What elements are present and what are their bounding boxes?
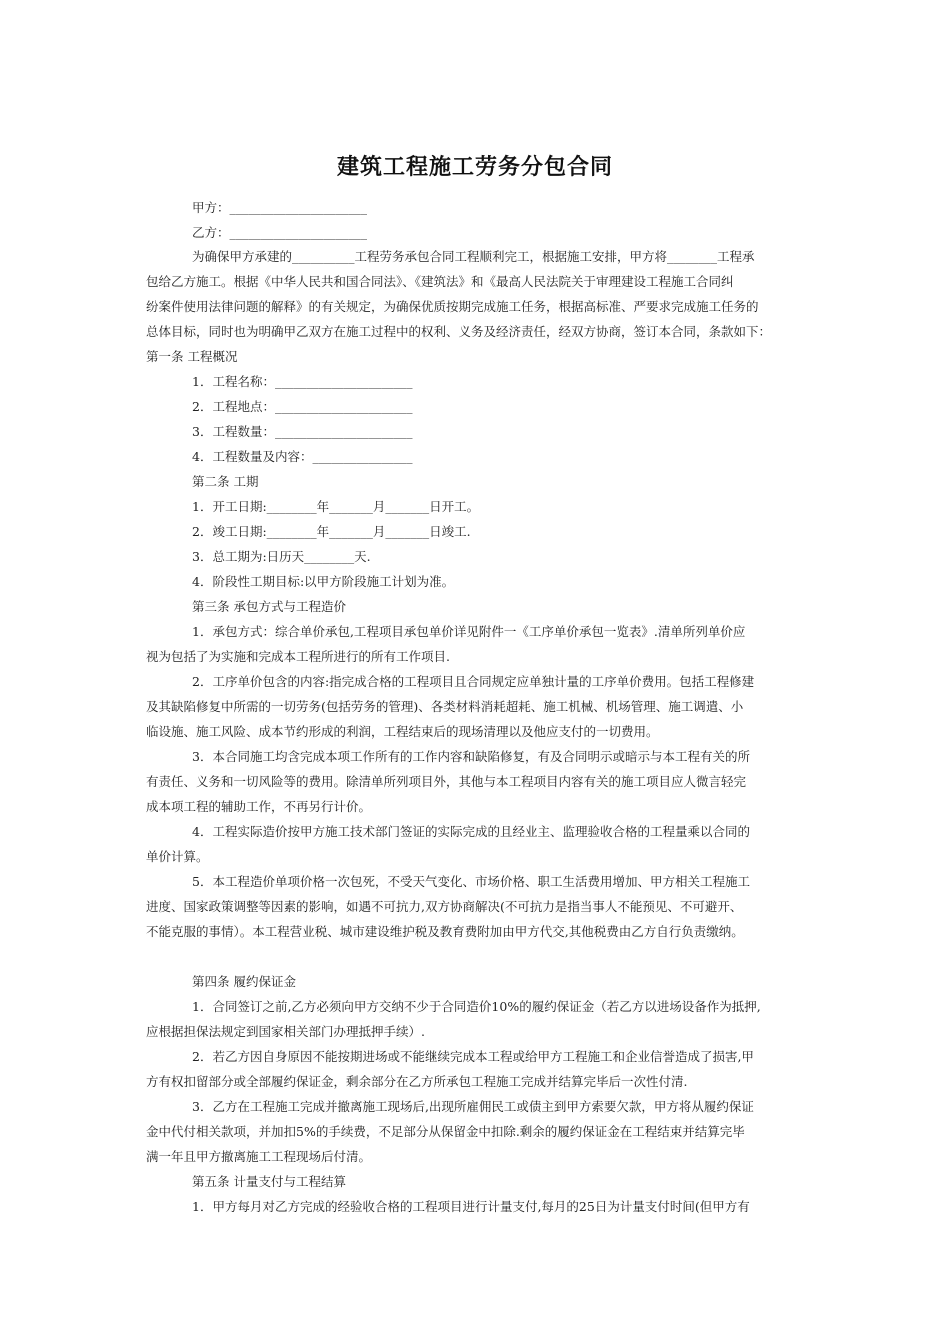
clause-line: 单价计算。 [146,849,209,864]
clause-line: 4．工程实际造价按甲方施工技术部门签证的实际完成的且经业主、监理验收合格的工程量乘以合同的 [192,824,750,839]
preamble-line: 总体目标，同时也为明确甲乙双方在施工过程中的权利、义务及经济责任，经双方协商，签订本合同，条款如下： [146,324,772,339]
clause-line: 2．竣工日期:________年_______月_______日竣工. [192,524,471,539]
preamble-line: 纷案件使用法律问题的解释》的有关规定，为确保优质按期完成施工任务，根据高标准、严要求完成施工任务的 [146,299,759,314]
clause-line: 3．工程数量：______________________ [192,424,413,439]
clause-line: 1．工程名称：______________________ [192,374,413,389]
clause-line: 成本项工程的辅助工作，不再另行计价。 [146,799,372,814]
preamble-line: 包给乙方施工。根据《中华人民共和国合同法》、《建筑法》和《最高人民法院关于审理建设工程施工合同纠 [146,274,734,289]
clause-line: 应根据担保法规定到国家相关部门办理抵押手续）. [146,1024,425,1039]
clause-line: 金中代付相关款项，并加扣5%的手续费，不足部分从保留金中扣除.剩余的履约保证金在工程结束并结算完毕 [146,1124,745,1139]
article-heading: 第五条 计量支付与工程结算 [192,1174,346,1189]
clause-line: 方有权扣留部分或全部履约保证金，剩余部分在乙方所承包工程施工完成并结算完毕后一次性付清. [146,1074,688,1089]
clause-line: 1．开工日期:________年_______月_______日开工。 [192,499,480,514]
party-a-line: 甲方：______________________ [192,200,368,215]
clause-line: 2．工序单价包含的内容:指完成合格的工程项目且合同规定应单独计量的工序单价费用。包括工程修建 [192,674,755,689]
article-heading: 第四条 履约保证金 [192,974,296,989]
clause-line: 临设施、施工风险、成本节约形成的利润，工程结束后的现场清理以及他应支付的一切费用。 [146,724,659,739]
article-heading: 第二条 工期 [192,474,259,489]
clause-line: 不能克服的事情）。本工程营业税、城市建设维护税及教育费附加由甲方代交,其他税费由乙方自行负责缴纳。 [146,924,744,939]
clause-line: 4．工程数量及内容：________________ [192,449,413,464]
preamble-line: 为确保甲方承建的__________工程劳务承包合同工程顺利完工，根据施工安排，甲方将________工程承 [192,249,755,264]
clause-line: 2．工程地点：______________________ [192,399,413,414]
clause-line: 2．若乙方因自身原因不能按期进场或不能继续完成本工程或给甲方工程施工和企业信誉造成了损害,甲 [192,1049,754,1064]
document-title: 建筑工程施工劳务分包合同 [336,154,613,180]
clause-line: 进度、国家政策调整等因素的影响，如遇不可抗力,双方协商解决(不可抗力是指当事人不能预见、不可避开、 [146,899,743,914]
clause-line: 4．阶段性工期目标:以甲方阶段施工计划为准。 [192,574,455,589]
party-b-line: 乙方：______________________ [192,225,368,240]
clause-line: 3．总工期为:日历天________天. [192,549,371,564]
clause-line: 有责任、义务和一切风险等的费用。除清单所列项目外，其他与本工程项目内容有关的施工项目应人微言轻完 [146,774,747,789]
clause-line: 3．乙方在工程施工完成并撤离施工现场后,出现所雇佣民工或债主到甲方索要欠款，甲方将从履约保证 [192,1099,754,1114]
clause-line: 5．本工程造价单项价格一次包死，不受天气变化、市场价格、职工生活费用增加、甲方相关工程施工 [192,874,750,889]
clause-line: 1．甲方每月对乙方完成的经验收合格的工程项目进行计量支付,每月的25日为计量支付时间(但甲方有 [192,1199,750,1214]
clause-line: 1．承包方式：综合单价承包,工程项目承包单价详见附件一《工序单价承包一览表》.清单所列单价应 [192,624,746,639]
clause-line: 3．本合同施工均含完成本项工作所有的工作内容和缺陷修复，有及合同明示或暗示与本工程有关的所 [192,749,750,764]
article-heading: 第一条 工程概况 [146,349,238,364]
article-heading: 第三条 承包方式与工程造价 [192,599,346,614]
clause-line: 及其缺陷修复中所需的一切劳务(包括劳务的管理)、各类材料消耗超耗、施工机械、机场管理、施工调遣、小 [146,699,744,714]
clause-line: 满一年且甲方撤离施工工程现场后付清。 [146,1149,372,1164]
clause-line: 视为包括了为实施和完成本工程所进行的所有工作项目. [146,649,450,664]
clause-line: 1．合同签订之前,乙方必须向甲方交纳不少于合同造价10%的履约保证金（若乙方以进场设备作为抵押, [192,999,761,1014]
